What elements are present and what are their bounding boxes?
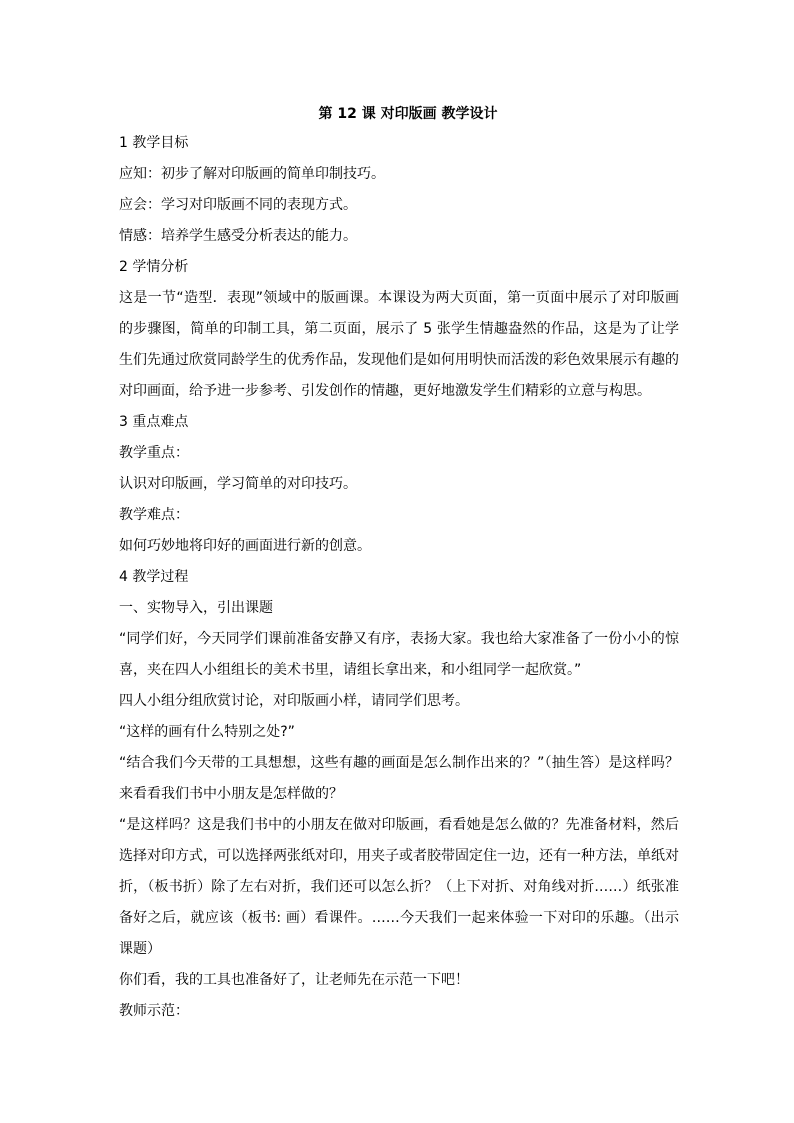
difficulty-text: 如何巧妙地将印好的画面进行新的创意。 — [119, 538, 371, 554]
difficulty-label: 教学难点： — [119, 507, 189, 523]
process-demo-intro: 你们看，我的工具也准备好了，让老师先在示范一下吧！ — [119, 972, 469, 988]
process-tools-paragraph: “结合我们今天带的工具想想，这些有趣的画面是怎么制作出来的？”（抽生答）是这样吗？来看看我们书中小朋友是怎样做的？ — [119, 755, 679, 802]
objective-skill: 应会：学习对印版画不同的表现方式。 — [119, 197, 357, 213]
key-point-text: 认识对印版画，学习简单的对印技巧。 — [119, 476, 357, 492]
process-greeting-paragraph: “同学们好，今天同学们课前准备安静又有序，表扬大家。我也给大家准备了一份小小的惊喜，夹在四人小组组长的美术书里，请组长拿出来，和小组同学一起欣赏。” — [119, 631, 679, 678]
objective-knowledge: 应知：初步了解对印版画的简单印制技巧。 — [119, 166, 385, 182]
student-analysis-paragraph: 这是一节“造型．表现”领域中的版画课。本课设为两大页面，第一页面中展示了对印版画的步骤图，简单的印制工具，第二页面，展示了 5 张学生情趣盎然的作品，这是为了让学生们先通过欣赏同龄学生的优秀作品，发现他们是如何用明快而活泼的彩色效果展示有趣的对印画面，给予进一步参考、引发创作的情趣，更好地激发学生们精彩的立意与构思。 — [119, 290, 679, 399]
key-point-label: 教学重点： — [119, 445, 189, 461]
document-body — [119, 128, 679, 1027]
heading-objectives: 1 教学目标 — [119, 135, 189, 151]
process-method-paragraph: “是这样吗？这是我们书中的小朋友在做对印版画，看看她是怎么做的？先准备材料，然后选择对印方式，可以选择两张纸对印，用夹子或者胶带固定住一边，还有一种方法，单纸对折，（板书折）除了左右对折，我们还可以怎么折？（上下对折、对角线对折……）纸张准备好之后，就应该（板书: 画）看课件。……今天我们一起来体验一下对印的乐趣。（出示课题） — [119, 817, 679, 957]
objective-emotion: 情感：培养学生感受分析表达的能力。 — [119, 228, 357, 244]
document-title: 第 12 课 对印版画 教学设计 — [318, 106, 498, 122]
process-teacher-demo: 教师示范： — [119, 1003, 189, 1019]
process-question: “这样的画有什么特别之处?” — [119, 724, 295, 740]
document-page — [119, 100, 679, 1027]
heading-teaching-process: 4 教学过程 — [119, 569, 189, 585]
heading-key-points: 3 重点难点 — [119, 414, 189, 430]
process-group-discussion: 四人小组分组欣赏讨论，对印版画小样，请同学们思考。 — [119, 693, 469, 709]
heading-student-analysis: 2 学情分析 — [119, 259, 189, 275]
process-step-one: 一、实物导入，引出课题 — [119, 600, 273, 616]
